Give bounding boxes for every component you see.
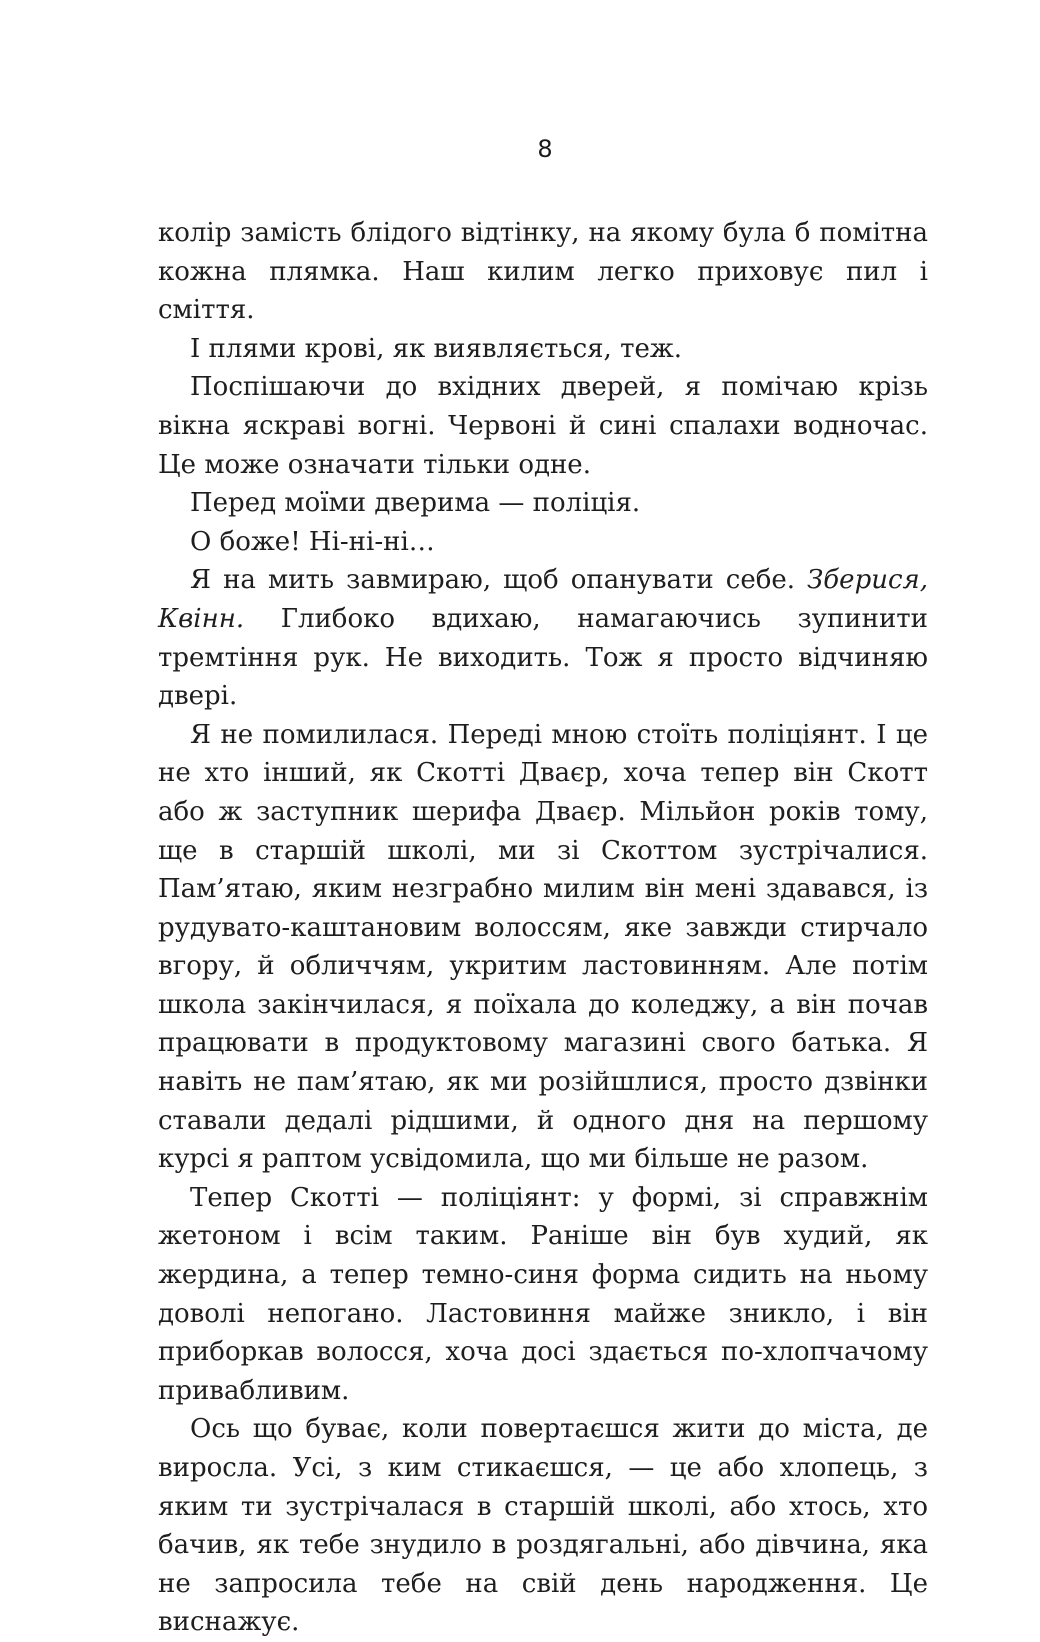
paragraph: Ось що буває, коли повертаєшся жити до міста, де виросла. Усі, з ким стикаєшся, — це або хлопець, з яким ти зустрічалася в старшій школі, або хтось, хто бачив, як тебе знудило в роздягальні, або дівчина, яка не запросила тебе на свій день народження. Це виснажує. (158, 1414, 928, 1638)
paragraph: Поспішаючи до вхідних дверей, я помічаю крізь вікна яскраві вогні. Червоні й сині спалахи водночас. Це може означати тільки одне. (158, 372, 928, 480)
paragraph: колір замість блідого відтінку, на якому була б помітна кожна плямка. Наш килим легко приховує пил і сміття. (158, 218, 928, 326)
paragraph: Перед моїми дверима — поліція. (190, 488, 641, 519)
body-text (158, 214, 928, 1642)
italic-thought: Зберися, Квінн. (158, 565, 928, 634)
paragraph: Тепер Скотті — поліціянт: у формі, зі справжнім жетоном і всім таким. Раніше він був худий, як жердина, а тепер темно-синя форма сидить на ньому доволі непогано. Ластовиння майже зникло, і він приборкав волосся, хоча досі здається по-хлопчачому привабливим. (158, 1182, 928, 1406)
paragraph-text: Глибоко вдихаю, намагаючись зупинити тремтіння рук. Не виходить. Тож я просто відчиняю двері. (158, 603, 928, 712)
paragraph: І плями крові, як виявляється, теж. (190, 333, 683, 364)
page-number: 8 (537, 135, 553, 163)
paragraph-text: Я на мить завмираю, щоб опанувати себе. (190, 565, 808, 596)
paragraph: Я не помилилася. Переді мною стоїть поліціянт. І це не хто інший, як Скотті Дваєр, хоча тепер він Скотт або ж заступник шерифа Дваєр. Мільйон років тому, ще в старшій школі, ми зі Скоттом зустрічалися. Пам’ятаю, яким незграбно милим він мені здавався, із рудувато-каштановим волоссям, яке завжди стирчало вгору, й обличчям, укритим ластовинням. Але потім школа закінчилася, я поїхала до коледжу, а він почав працювати в продуктовому магазині свого батька. Я навіть не пам’ятаю, як ми розійшлися, просто дзвінки ставали дедалі рідшими, й одного дня на першому курсі я раптом усвідомила, що ми більше не разом. (158, 719, 928, 1175)
paragraph (158, 561, 928, 715)
paragraph: О боже! Ні-ні-ні… (190, 526, 435, 557)
